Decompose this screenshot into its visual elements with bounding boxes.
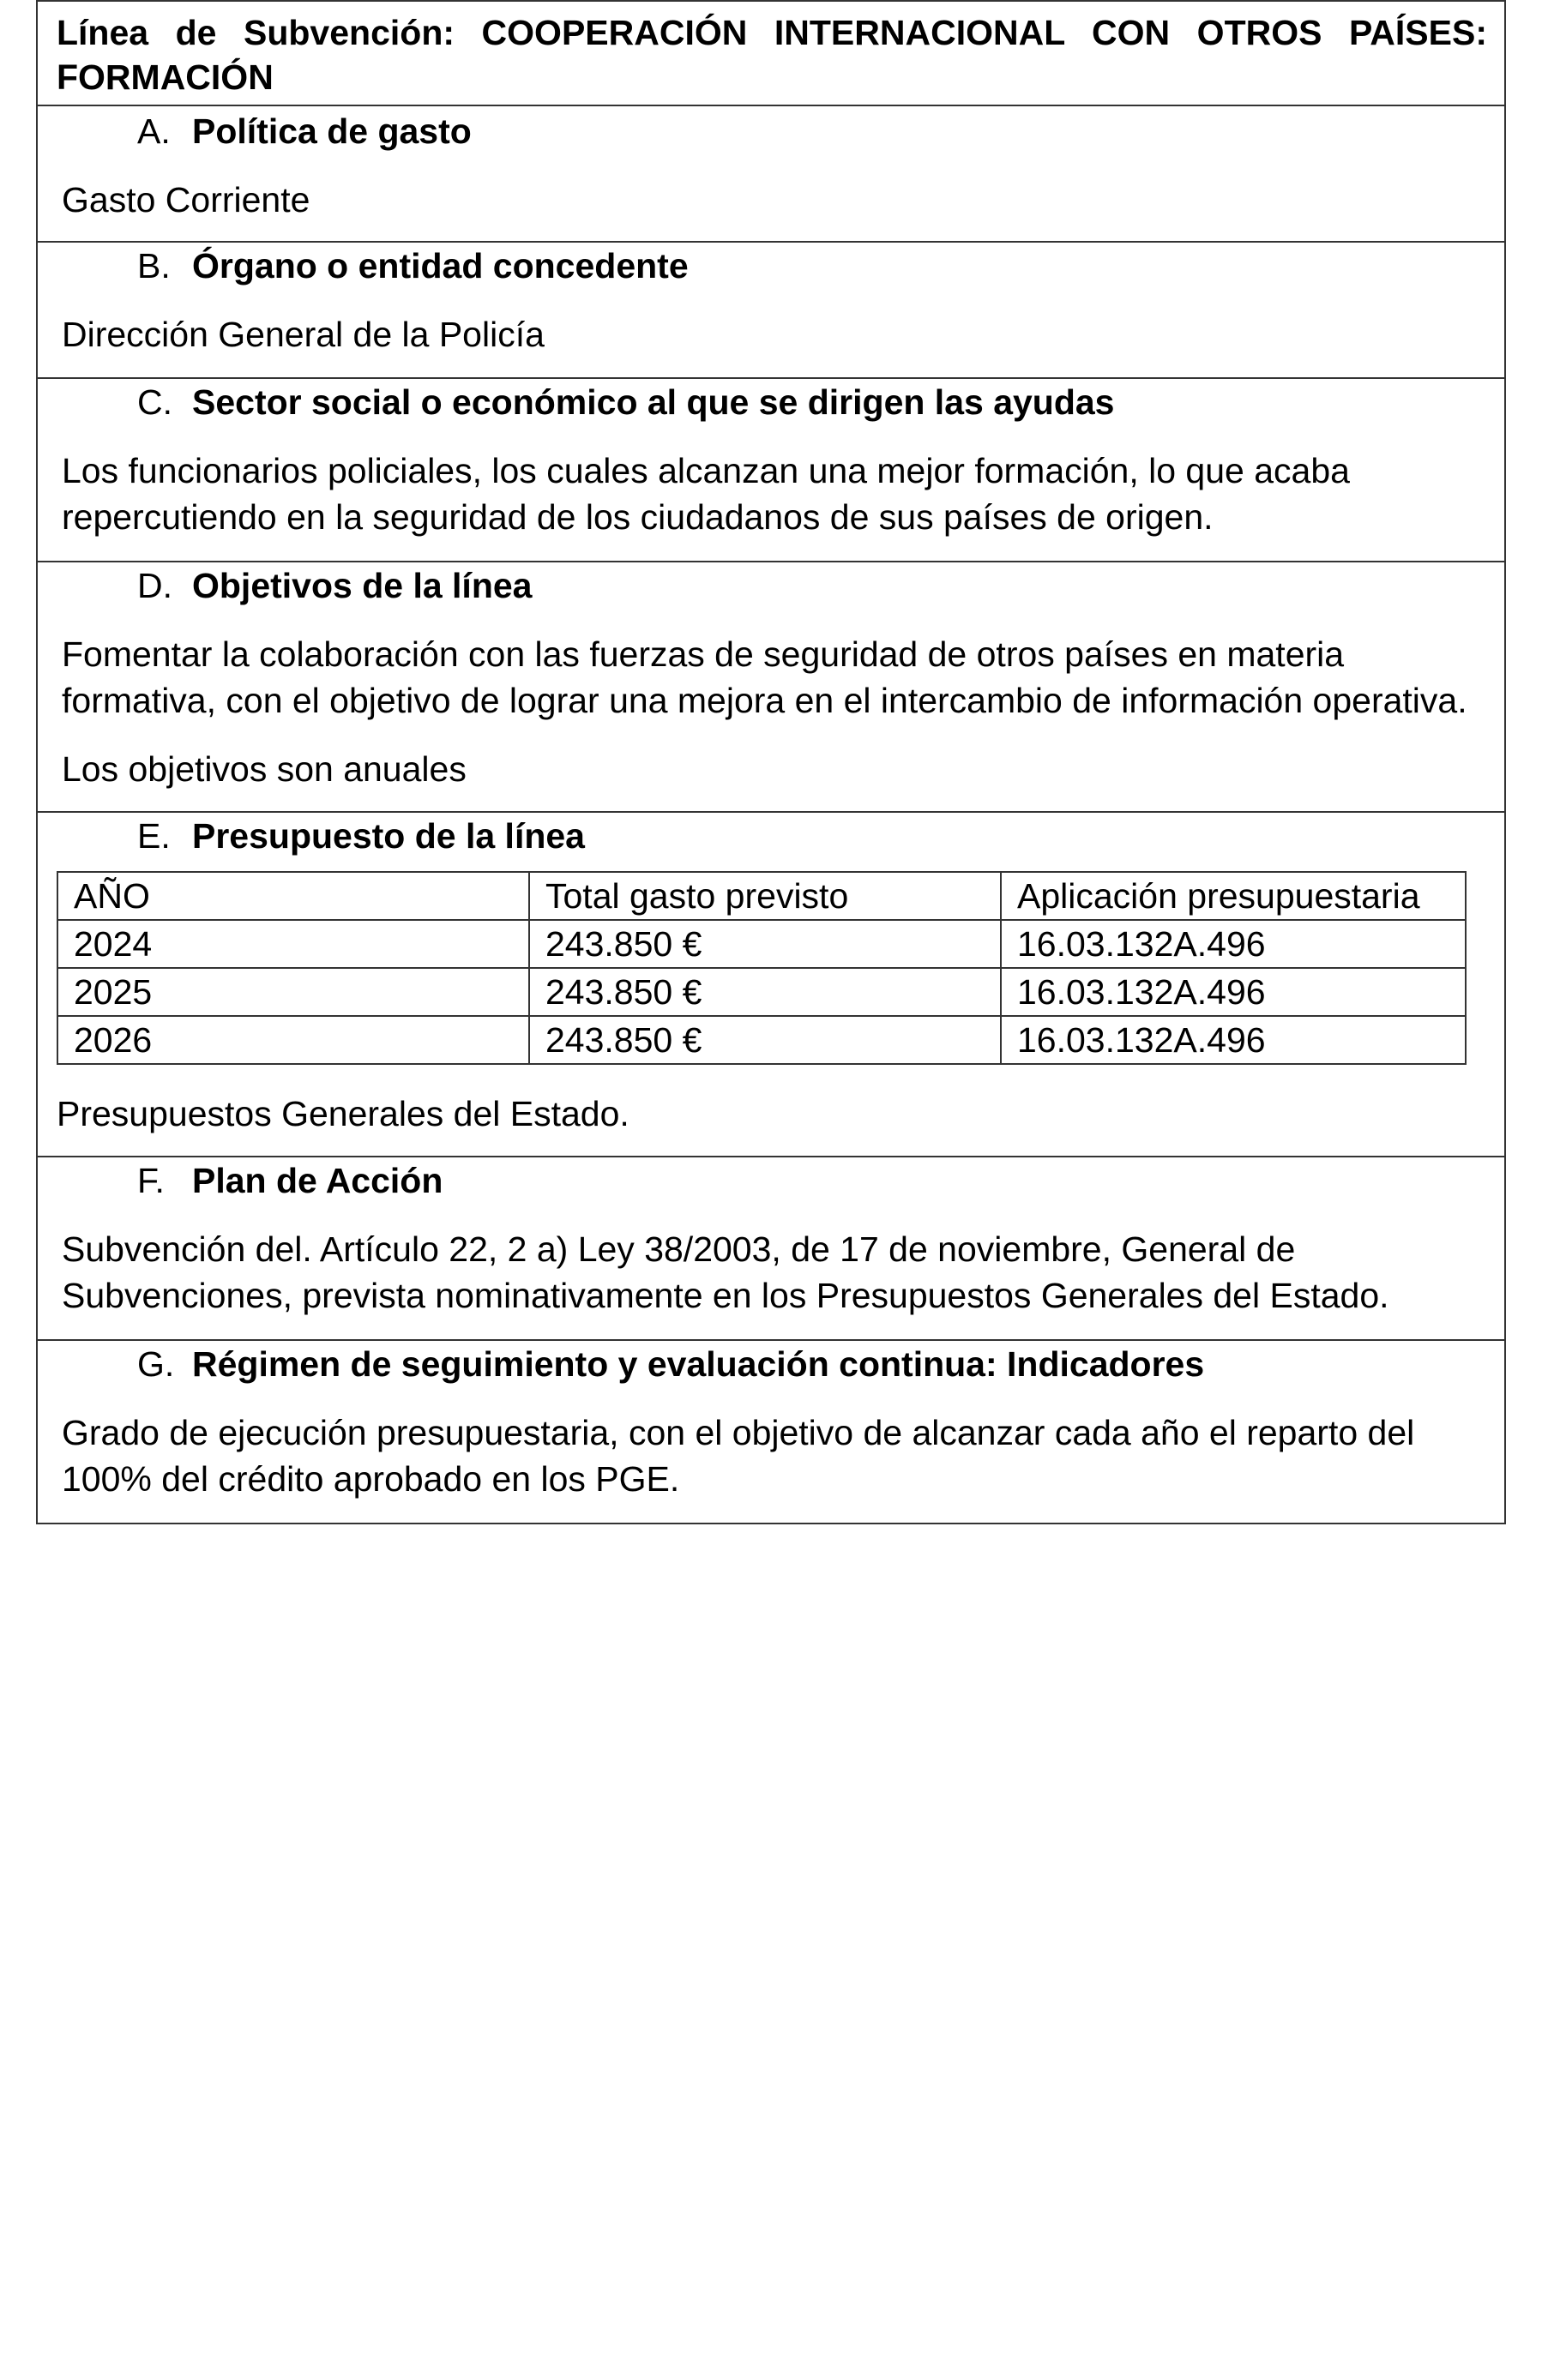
section-f <box>38 1156 1504 1339</box>
section-e-heading <box>57 813 1485 859</box>
table-row <box>57 1016 1466 1064</box>
table-cell: 16.03.132A.496 <box>1001 920 1466 968</box>
table-cell: 243.850 € <box>529 968 1001 1016</box>
section-e <box>38 811 1504 1156</box>
section-f-letter: F. <box>137 1161 165 1200</box>
section-c <box>38 377 1504 561</box>
section-b-letter: B. <box>137 246 171 285</box>
section-a-title: Política de gasto <box>192 111 472 151</box>
section-d-heading <box>62 562 1485 609</box>
section-d-body: Fomentar la colaboración con las fuerzas de seguridad de otros países en materia formativa, con el objetivo de lograr una mejora en el intercambio de información operativa. <box>62 634 1467 720</box>
section-e-footer: Presupuestos Generales del Estado. <box>57 1094 629 1133</box>
section-b-body: Dirección General de la Policía <box>62 315 545 354</box>
table-header-cell: AÑO <box>57 872 529 920</box>
budget-table <box>57 871 1467 1065</box>
section-a-heading <box>62 108 1485 154</box>
section-b-title: Órgano o entidad concedente <box>192 246 689 285</box>
section-c-heading <box>62 379 1485 425</box>
section-e-title: Presupuesto de la línea <box>192 816 585 856</box>
section-b-heading <box>62 243 1485 289</box>
table-header-cell: Total gasto previsto <box>529 872 1001 920</box>
section-g <box>38 1339 1504 1523</box>
subsidy-document <box>36 0 1506 1524</box>
section-f-heading <box>62 1157 1485 1204</box>
section-a-body: Gasto Corriente <box>62 180 310 219</box>
table-header-row <box>57 872 1466 920</box>
table-cell: 2025 <box>57 968 529 1016</box>
document-title: Línea de Subvención: COOPERACIÓN INTERNACIONAL CON OTROS PAÍSES: FORMACIÓN <box>38 0 1504 105</box>
section-d-body-2: Los objetivos son anuales <box>62 749 467 789</box>
section-d-title: Objetivos de la línea <box>192 566 533 605</box>
table-cell: 16.03.132A.496 <box>1001 968 1466 1016</box>
section-c-body: Los funcionarios policiales, los cuales alcanzan una mejor formación, lo que acaba repercutiendo en la seguridad de los ciudadanos de sus países de origen. <box>62 451 1350 537</box>
section-a-letter: A. <box>137 111 171 151</box>
section-f-body: Subvención del. Artículo 22, 2 a) Ley 38/2003, de 17 de noviembre, General de Subvenciones, prevista nominativamente en los Presupuestos Generales del Estado. <box>62 1229 1389 1315</box>
section-c-title: Sector social o económico al que se dirigen las ayudas <box>192 382 1115 422</box>
section-d-letter: D. <box>137 566 172 605</box>
section-c-letter: C. <box>137 382 172 422</box>
section-b <box>38 241 1504 377</box>
section-g-body: Grado de ejecución presupuestaria, con el objetivo de alcanzar cada año el reparto del 100% del crédito aprobado en los PGE. <box>62 1413 1415 1499</box>
table-cell: 16.03.132A.496 <box>1001 1016 1466 1064</box>
section-g-heading <box>62 1341 1485 1387</box>
section-a <box>38 105 1504 241</box>
section-e-letter: E. <box>137 816 171 856</box>
table-cell: 2024 <box>57 920 529 968</box>
table-cell: 243.850 € <box>529 920 1001 968</box>
table-cell: 243.850 € <box>529 1016 1001 1064</box>
section-d <box>38 561 1504 811</box>
section-g-letter: G. <box>137 1344 175 1384</box>
table-row <box>57 920 1466 968</box>
section-g-title: Régimen de seguimiento y evaluación continua: Indicadores <box>192 1344 1205 1384</box>
table-row <box>57 968 1466 1016</box>
table-header-cell: Aplicación presupuestaria <box>1001 872 1466 920</box>
section-f-title: Plan de Acción <box>192 1161 443 1200</box>
table-cell: 2026 <box>57 1016 529 1064</box>
